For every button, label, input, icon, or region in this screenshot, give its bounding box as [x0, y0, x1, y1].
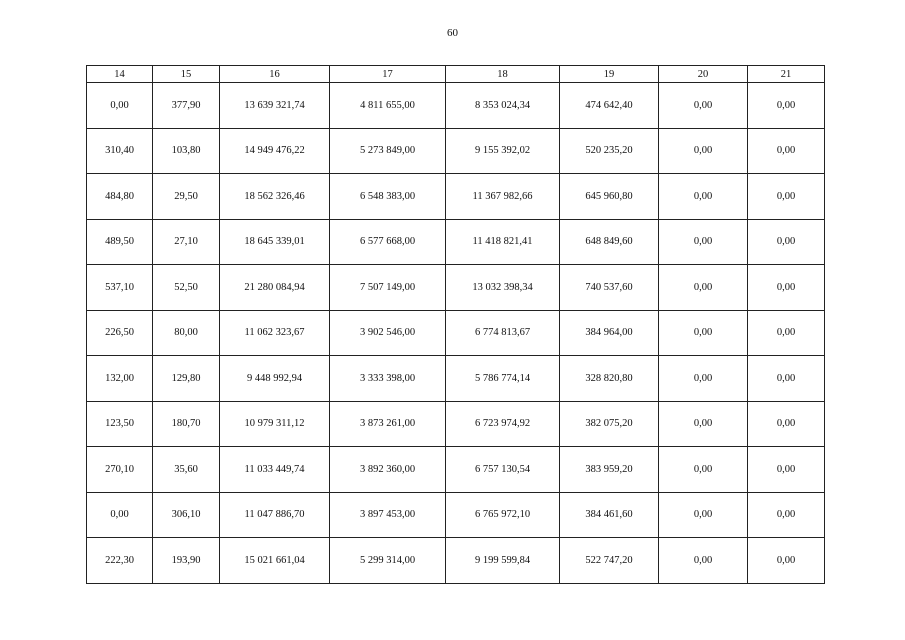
- table-cell: 0,00: [659, 310, 748, 356]
- table-cell: 0,00: [748, 401, 825, 447]
- table-cell: 3 873 261,00: [330, 401, 446, 447]
- table-cell: 4 811 655,00: [330, 83, 446, 129]
- table-cell: 21 280 084,94: [220, 265, 330, 311]
- table-row: [87, 538, 825, 584]
- table-cell: 382 075,20: [560, 401, 659, 447]
- column-header: 20: [659, 66, 748, 83]
- column-header: 21: [748, 66, 825, 83]
- table-cell: 0,00: [748, 219, 825, 265]
- table-cell: 11 062 323,67: [220, 310, 330, 356]
- column-header: 18: [446, 66, 560, 83]
- table-cell: 489,50: [87, 219, 153, 265]
- table-cell: 0,00: [748, 128, 825, 174]
- table-cell: 9 199 599,84: [446, 538, 560, 584]
- table-cell: 6 757 130,54: [446, 447, 560, 493]
- column-header: 19: [560, 66, 659, 83]
- table-cell: 740 537,60: [560, 265, 659, 311]
- table-cell: 6 548 383,00: [330, 174, 446, 220]
- table-row: [87, 492, 825, 538]
- table-cell: 10 979 311,12: [220, 401, 330, 447]
- table-cell: 103,80: [153, 128, 220, 174]
- table-cell: 0,00: [748, 356, 825, 402]
- table-cell: 6 577 668,00: [330, 219, 446, 265]
- table-cell: 9 155 392,02: [446, 128, 560, 174]
- table-cell: 5 786 774,14: [446, 356, 560, 402]
- table-cell: 123,50: [87, 401, 153, 447]
- table-cell: 226,50: [87, 310, 153, 356]
- column-header: 14: [87, 66, 153, 83]
- table-cell: 5 299 314,00: [330, 538, 446, 584]
- table-cell: 6 723 974,92: [446, 401, 560, 447]
- table-cell: 3 892 360,00: [330, 447, 446, 493]
- table-cell: 11 367 982,66: [446, 174, 560, 220]
- table-cell: 648 849,60: [560, 219, 659, 265]
- column-header: 17: [330, 66, 446, 83]
- table-cell: 18 562 326,46: [220, 174, 330, 220]
- table-row: [87, 219, 825, 265]
- table-row: [87, 356, 825, 402]
- data-table: [86, 65, 825, 584]
- table-cell: 328 820,80: [560, 356, 659, 402]
- table-cell: 520 235,20: [560, 128, 659, 174]
- table-cell: 0,00: [748, 538, 825, 584]
- table-cell: 377,90: [153, 83, 220, 129]
- table-cell: 9 448 992,94: [220, 356, 330, 402]
- table-cell: 27,10: [153, 219, 220, 265]
- table-cell: 0,00: [659, 83, 748, 129]
- table-cell: 80,00: [153, 310, 220, 356]
- table-cell: 537,10: [87, 265, 153, 311]
- table-cell: 15 021 661,04: [220, 538, 330, 584]
- table-cell: 0,00: [659, 401, 748, 447]
- table-cell: 0,00: [659, 265, 748, 311]
- table-cell: 474 642,40: [560, 83, 659, 129]
- table-cell: 270,10: [87, 447, 153, 493]
- table-body: [87, 83, 825, 584]
- table-cell: 11 418 821,41: [446, 219, 560, 265]
- table-cell: 0,00: [659, 128, 748, 174]
- table-cell: 222,30: [87, 538, 153, 584]
- table-cell: 310,40: [87, 128, 153, 174]
- table-cell: 18 645 339,01: [220, 219, 330, 265]
- table-cell: 0,00: [87, 83, 153, 129]
- table-cell: 3 897 453,00: [330, 492, 446, 538]
- table-cell: 0,00: [659, 447, 748, 493]
- table-cell: 29,50: [153, 174, 220, 220]
- table-row: [87, 447, 825, 493]
- table-cell: 13 639 321,74: [220, 83, 330, 129]
- table-cell: 193,90: [153, 538, 220, 584]
- table-cell: 3 902 546,00: [330, 310, 446, 356]
- table-row: [87, 174, 825, 220]
- table-cell: 0,00: [748, 174, 825, 220]
- table-cell: 14 949 476,22: [220, 128, 330, 174]
- table-cell: 0,00: [659, 219, 748, 265]
- table-cell: 8 353 024,34: [446, 83, 560, 129]
- table-cell: 3 333 398,00: [330, 356, 446, 402]
- table-row: [87, 83, 825, 129]
- table-cell: 180,70: [153, 401, 220, 447]
- table-cell: 0,00: [659, 492, 748, 538]
- page-number: 60: [447, 27, 458, 39]
- table-cell: 132,00: [87, 356, 153, 402]
- table-cell: 0,00: [748, 265, 825, 311]
- table-cell: 52,50: [153, 265, 220, 311]
- table-cell: 384 964,00: [560, 310, 659, 356]
- table-cell: 7 507 149,00: [330, 265, 446, 311]
- table-cell: 384 461,60: [560, 492, 659, 538]
- table-cell: 0,00: [659, 356, 748, 402]
- header-row: [87, 66, 825, 83]
- table-cell: 306,10: [153, 492, 220, 538]
- table-row: [87, 310, 825, 356]
- table-cell: 0,00: [87, 492, 153, 538]
- table-cell: 5 273 849,00: [330, 128, 446, 174]
- table-cell: 6 765 972,10: [446, 492, 560, 538]
- table-cell: 11 033 449,74: [220, 447, 330, 493]
- table-cell: 383 959,20: [560, 447, 659, 493]
- column-header: 16: [220, 66, 330, 83]
- table-cell: 13 032 398,34: [446, 265, 560, 311]
- table-cell: 0,00: [748, 83, 825, 129]
- table-cell: 0,00: [748, 310, 825, 356]
- table-cell: 484,80: [87, 174, 153, 220]
- table-cell: 0,00: [748, 492, 825, 538]
- table-cell: 0,00: [748, 447, 825, 493]
- table-cell: 35,60: [153, 447, 220, 493]
- table-cell: 11 047 886,70: [220, 492, 330, 538]
- table-cell: 645 960,80: [560, 174, 659, 220]
- table-cell: 129,80: [153, 356, 220, 402]
- table-cell: 6 774 813,67: [446, 310, 560, 356]
- table-row: [87, 265, 825, 311]
- table-row: [87, 128, 825, 174]
- table-cell: 0,00: [659, 538, 748, 584]
- table-row: [87, 401, 825, 447]
- column-header: 15: [153, 66, 220, 83]
- table-cell: 522 747,20: [560, 538, 659, 584]
- table-cell: 0,00: [659, 174, 748, 220]
